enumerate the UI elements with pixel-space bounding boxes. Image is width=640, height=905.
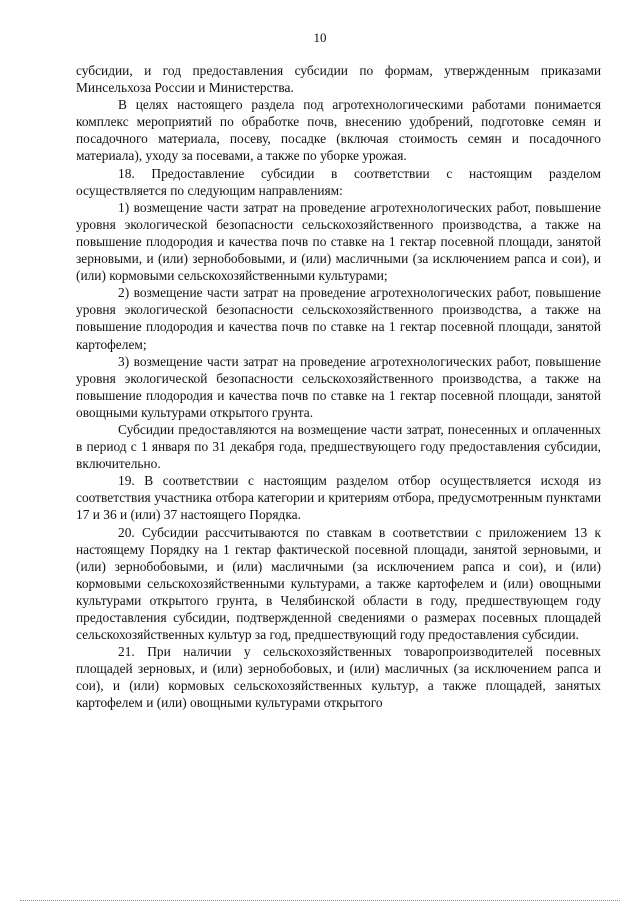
paragraph-18-item-1: 1) возмещение части затрат на проведение агротехнологических работ, повышение уровня экологической безопасности сельскохозяйственного производства, а также на повышение плодородия и качества почв по ставке на 1 гектар посевной площади, занятой зерновыми, и (или) зернобобовыми, и (или) масличными (за исключением рапса и сои), и (или) кормовыми сельскохозяйственными культурами;: [76, 199, 601, 284]
paragraph-20: 20. Субсидии рассчитываются по ставкам в соответствии с приложением 13 к настоящему Порядку на 1 гектар фактической посевной площади, занятой зерновыми, и (или) зернобобовыми, и (или) масличными (за исключением рапса и сои), и (или) кормовыми сельскохозяйственными культурами, а также картофелем и (или) овощными культурами открытого грунта, в Челябинской области в году, предшествующем году предоставления субсидии, подтвержденной сведениями о размерах посевных площадей сельскохозяйственных культур за год, предшествующий году предоставления субсидии.: [76, 524, 601, 643]
page-bottom-edge: [20, 900, 620, 902]
paragraph-21: 21. При наличии у сельскохозяйственных товаропроизводителей посевных площадей зерновых, и (или) зернобобовых, и (или) масличных (за исключением рапса и сои), и (или) кормовых сельскохозяйственных культур, а также площадей, занятых картофелем и (или) овощными культурами открытого: [76, 644, 601, 711]
paragraph-18-item-2: 2) возмещение части затрат на проведение агротехнологических работ, повышение уровня экологической безопасности сельскохозяйственного производства, а также на повышение плодородия и качества почв по ставке на 1 гектар посевной площади, занятой картофелем;: [76, 285, 601, 352]
document-body: [76, 62, 601, 712]
page-number: 10: [313, 30, 327, 45]
paragraph-18: 18. Предоставление субсидии в соответствии с настоящим разделом осуществляется по следующим направлениям:: [76, 165, 601, 198]
paragraph-19: 19. В соответствии с настоящим разделом отбор осуществляется исходя из соответствия участника отбора категории и критериям отбора, предусмотренным пунктами 17 и 36 и (или) 37 настоящего Порядка.: [76, 473, 601, 523]
paragraph-definition: В целях настоящего раздела под агротехнологическими работами понимается комплекс мероприятий по обработке почв, внесению удобрений, подготовке семян и посадочного материала, посеву, посадке (включая стоимость семян и посадочного материала), уходу за посевами, а также по уборке урожая.: [76, 97, 601, 164]
paragraph-18-item-3: 3) возмещение части затрат на проведение агротехнологических работ, повышение уровня экологической безопасности сельскохозяйственного производства, а также на повышение плодородия и качества почв по ставке на 1 гектар посевной площади, занятой овощными культурами открытого грунта.: [76, 353, 601, 420]
paragraph-subsidy-period: Субсидии предоставляются на возмещение части затрат, понесенных и оплаченных в период с 1 января по 31 декабря года, предшествующего году предоставления субсидии, включительно.: [76, 421, 601, 472]
paragraph-continuation: субсидии, и год предоставления субсидии по формам, утвержденным приказами Минсельхоза России и Министерства.: [76, 63, 601, 96]
